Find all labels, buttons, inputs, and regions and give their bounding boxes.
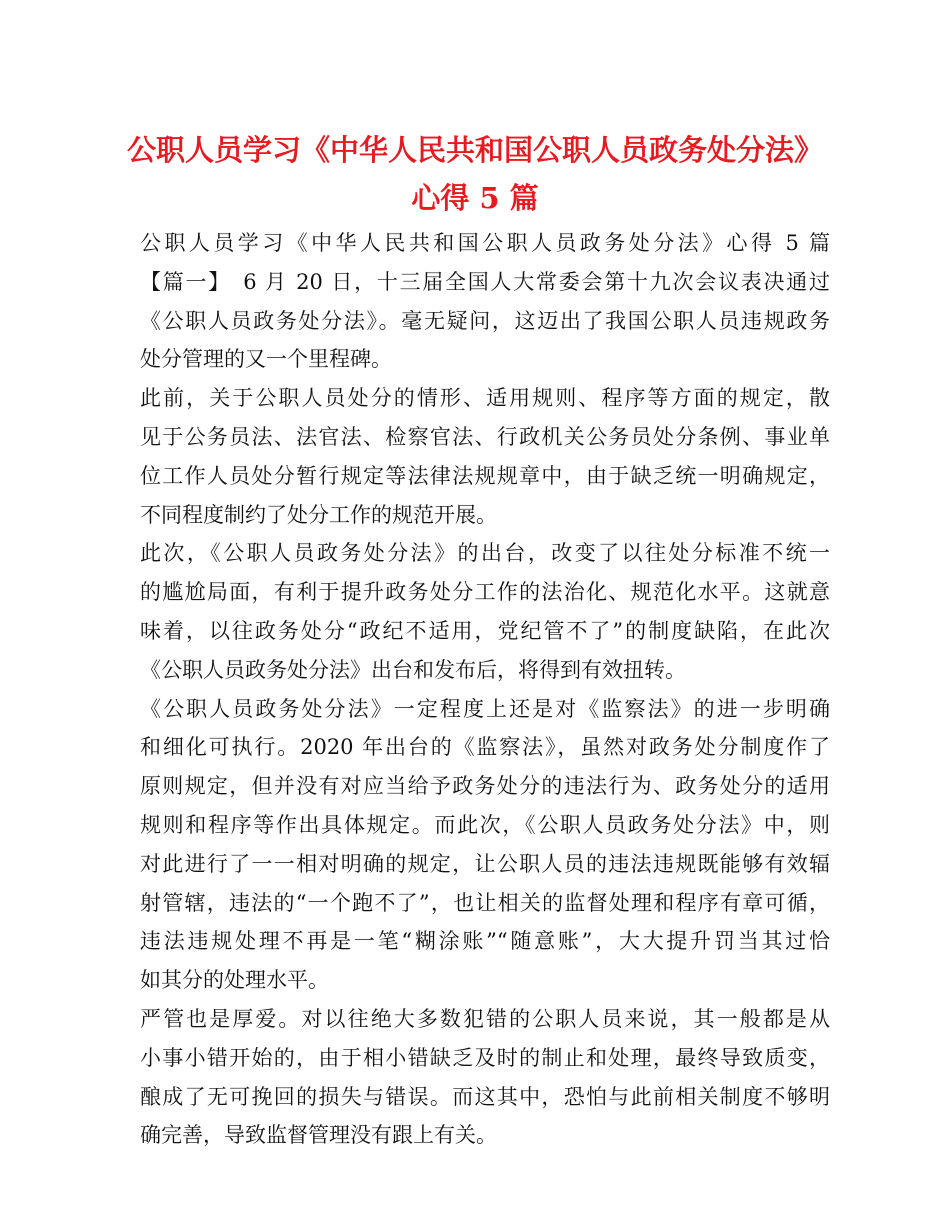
body-line: 味着，以往政务处分“政纪不适用，党纪管不了”的制度缺陷，在此次 (140, 618, 830, 643)
body-line: 小事小错开始的，由于相小错缺乏及时的制止和处理，最终导致质变， (140, 1045, 830, 1070)
document-title-line-2: 心得 5 篇 (411, 181, 539, 215)
body-line: 严管也是厚爱。对以往绝大多数犯错的公职人员来说，其一般都是从 (140, 1006, 830, 1031)
body-line: 规则和程序等作出具体规定。而此次，《公职人员政务处分法》中，则 (140, 812, 830, 837)
body-line: 不同程度制约了处分工作的规范开展。 (140, 502, 497, 527)
body-line: 对此进行了一一相对明确的规定，让公职人员的违法违规既能够有效辐 (140, 851, 830, 876)
body-line: 如其分的处理水平。 (140, 968, 329, 993)
body-line: 位工作人员处分暂行规定等法律法规规章中，由于缺乏统一明确规定， (140, 463, 830, 488)
body-line: 确完善，导致监督管理没有跟上有关。 (140, 1123, 497, 1148)
body-line: 【篇一】 6 月 20 日，十三届全国人大常委会第十九次会议表决通过 (140, 269, 830, 294)
body-line: 公职人员学习《中华人民共和国公职人员政务处分法》心得 5 篇 (140, 231, 830, 255)
body-line: 《公职人员政务处分法》出台和发布后，将得到有效扭转。 (140, 657, 686, 682)
body-line: 的尴尬局面，有利于提升政务处分工作的法治化、规范化水平。这就意 (140, 580, 830, 605)
body-line: 酿成了无可挽回的损失与错误。而这其中，恐怕与此前相关制度不够明 (140, 1084, 830, 1109)
body-line: 《公职人员政务处分法》。毫无疑问，这迈出了我国公职人员违规政务 (140, 308, 830, 333)
body-line: 和细化可执行。2020 年出台的《监察法》，虽然对政务处分制度作了 (140, 735, 830, 760)
body-line: 《公职人员政务处分法》一定程度上还是对《监察法》的进一步明确 (140, 696, 830, 721)
body-line: 原则规定，但并没有对应当给予政务处分的违法行为、政务处分的适用 (140, 774, 830, 799)
body-line: 见于公务员法、法官法、检察官法、行政机关公务员处分条例、事业单 (140, 424, 830, 449)
body-line: 此前，关于公职人员处分的情形、适用规则、程序等方面的规定，散 (140, 386, 830, 411)
body-line: 此次，《公职人员政务处分法》的出台，改变了以往处分标准不统一 (140, 541, 830, 566)
body-line: 违法违规处理不再是一笔“糊涂账”“随意账”，大大提升罚当其过恰 (140, 929, 830, 954)
body-line: 射管辖，违法的“一个跑不了”，也让相关的监督处理和程序有章可循， (140, 890, 830, 915)
document-title-line-1: 公职人员学习《中华人民共和国公职人员政务处分法》 (126, 133, 823, 167)
body-line: 处分管理的又一个里程碑。 (140, 347, 392, 372)
document-body (140, 224, 830, 1155)
